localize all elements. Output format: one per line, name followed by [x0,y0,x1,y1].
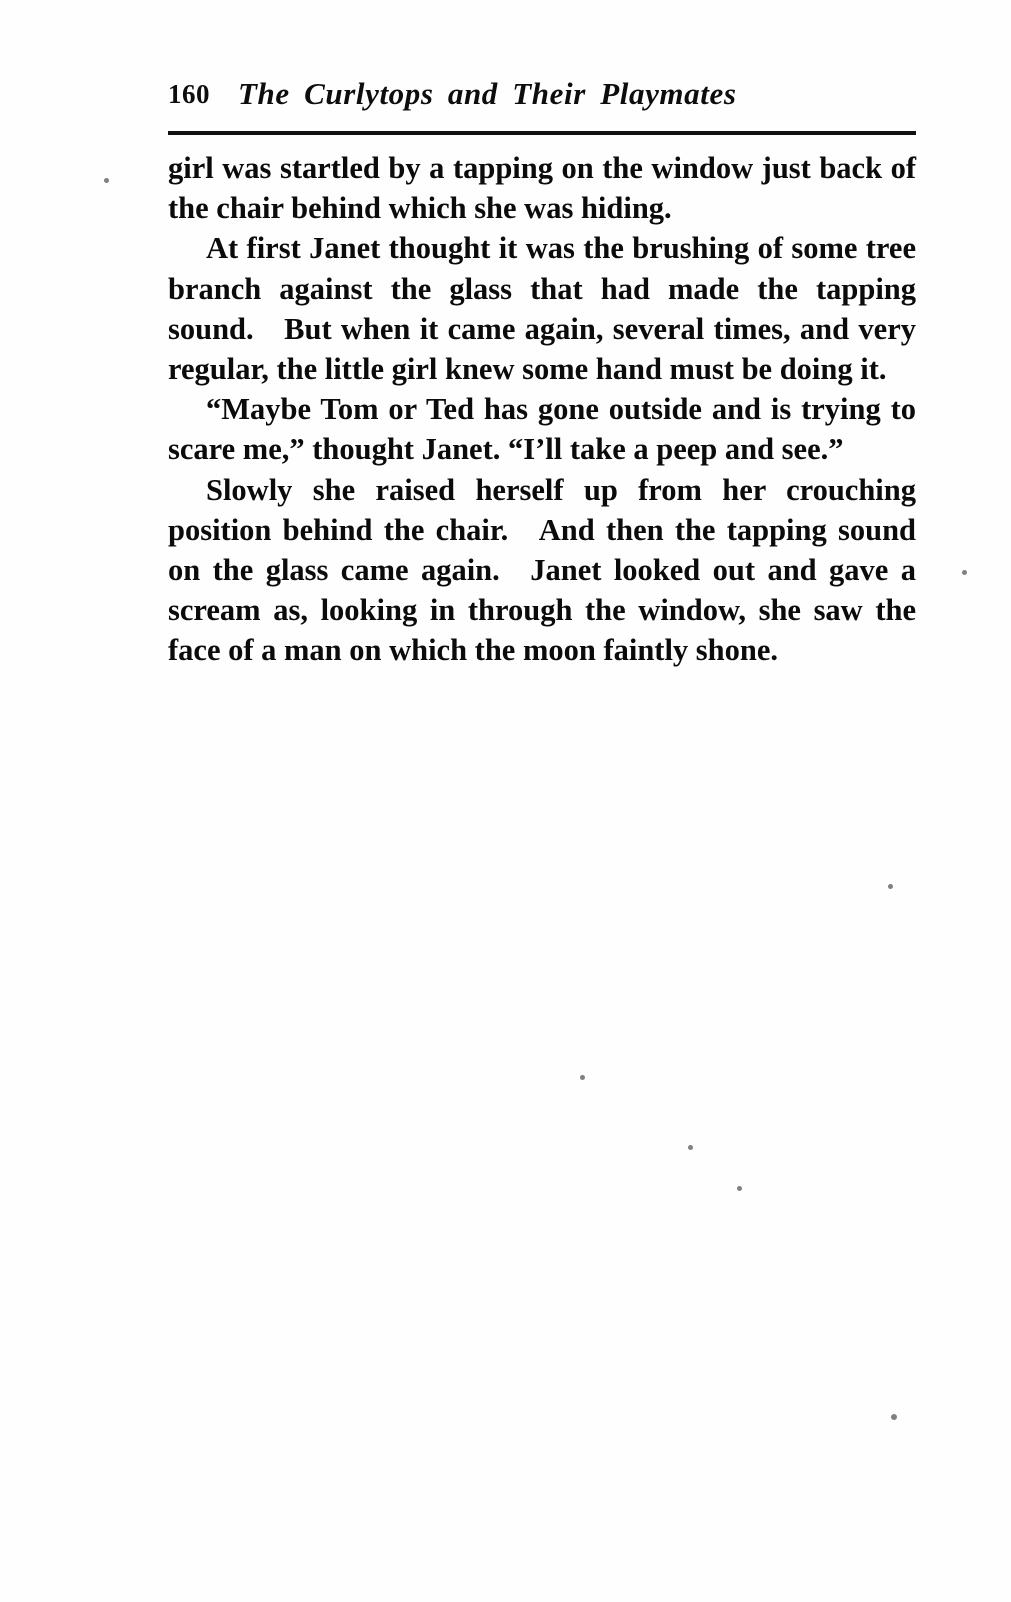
paragraph: At first Janet thought it was the brushing of some tree branch against the glass that had made the tapping sound. But when it came again, several times, and very regular, the little girl knew some hand must be doing it. [168,231,916,387]
scan-speck [888,884,893,889]
paragraph: girl was startled by a tapping on the window just back of the chair behind which she was hiding. [168,151,916,226]
running-title: The Curlytops and Their Playmates [238,76,737,111]
header-rule [168,131,916,135]
page-header [168,76,916,122]
scan-speck [962,570,967,575]
scan-speck [688,1145,693,1150]
scan-speck [891,1414,897,1420]
paragraph: “Maybe Tom or Ted has gone outside and is trying to scare me,” thought Janet. “I’ll take a peep and see.” [168,392,916,467]
paragraph: Slowly she raised herself up from her crouching position behind the chair. And then the tapping sound on the glass came again. Janet looked out and gave a scream as, looking in through the window, she saw the face of a man on which the moon faintly shone. [168,472,916,668]
page-number: 160 [168,79,210,109]
scan-speck [104,178,109,183]
scan-speck [580,1075,585,1080]
scan-speck [737,1186,742,1191]
page-body [168,148,916,671]
